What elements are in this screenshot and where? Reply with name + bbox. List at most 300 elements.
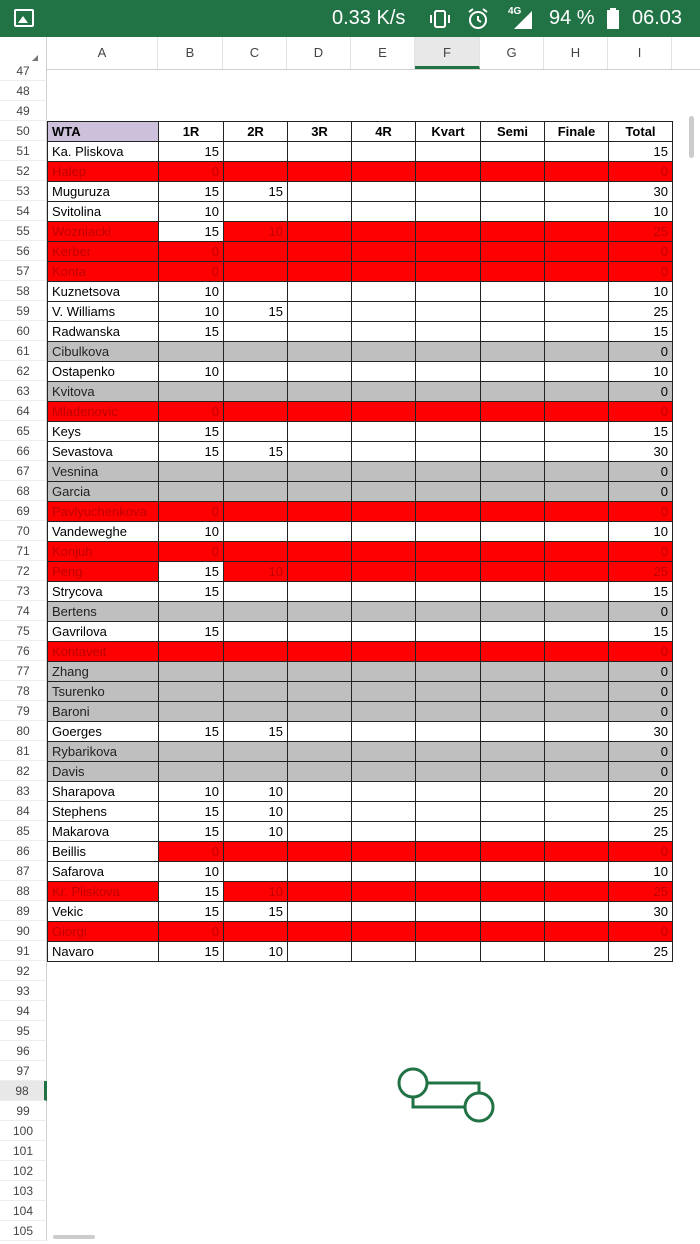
score-cell-1r[interactable]: 10 (159, 362, 224, 382)
score-cell-semi[interactable] (481, 402, 545, 422)
column-header-c[interactable]: C (223, 37, 287, 69)
player-name-cell[interactable]: Keys (48, 422, 159, 442)
score-cell-3r[interactable] (288, 322, 352, 342)
score-cell-3r[interactable] (288, 242, 352, 262)
player-name-cell[interactable]: Svitolina (48, 202, 159, 222)
score-cell-4r[interactable] (352, 842, 416, 862)
column-header-d[interactable]: D (287, 37, 351, 69)
score-cell-1r[interactable] (159, 682, 224, 702)
score-cell-3r[interactable] (288, 842, 352, 862)
score-cell-2r[interactable] (224, 862, 288, 882)
player-name-cell[interactable]: Garcia (48, 482, 159, 502)
score-cell-3r[interactable] (288, 602, 352, 622)
score-cell-1r[interactable]: 15 (159, 442, 224, 462)
row-header-83[interactable]: 83 (0, 781, 47, 801)
score-cell-1r[interactable]: 15 (159, 422, 224, 442)
column-header-e[interactable]: E (351, 37, 415, 69)
score-cell-3r[interactable] (288, 442, 352, 462)
player-name-cell[interactable]: Cibulkova (48, 342, 159, 362)
score-cell-semi[interactable] (481, 702, 545, 722)
score-cell-total[interactable]: 10 (609, 282, 673, 302)
score-cell-3r[interactable] (288, 742, 352, 762)
score-cell-1r[interactable]: 0 (159, 242, 224, 262)
row-header-57[interactable]: 57 (0, 261, 47, 281)
score-cell-semi[interactable] (481, 322, 545, 342)
score-cell-semi[interactable] (481, 342, 545, 362)
player-name-cell[interactable]: Vandeweghe (48, 522, 159, 542)
score-cell-1r[interactable]: 15 (159, 622, 224, 642)
score-cell-3r[interactable] (288, 722, 352, 742)
row-header-61[interactable]: 61 (0, 341, 47, 361)
score-cell-2r[interactable]: 10 (224, 562, 288, 582)
header-cell-1r[interactable]: 1R (159, 122, 224, 142)
score-cell-total[interactable]: 25 (609, 802, 673, 822)
score-cell-kvart[interactable] (416, 282, 481, 302)
score-cell-1r[interactable]: 0 (159, 922, 224, 942)
header-cell-3r[interactable]: 3R (288, 122, 352, 142)
score-cell-finale[interactable] (545, 262, 609, 282)
player-name-cell[interactable]: Stephens (48, 802, 159, 822)
row-header-60[interactable]: 60 (0, 321, 47, 341)
row-header-53[interactable]: 53 (0, 181, 47, 201)
score-cell-total[interactable]: 15 (609, 142, 673, 162)
score-cell-4r[interactable] (352, 542, 416, 562)
player-name-cell[interactable]: Radwanska (48, 322, 159, 342)
score-cell-semi[interactable] (481, 382, 545, 402)
score-cell-kvart[interactable] (416, 482, 481, 502)
score-cell-semi[interactable] (481, 142, 545, 162)
row-header-68[interactable]: 68 (0, 481, 47, 501)
score-cell-3r[interactable] (288, 902, 352, 922)
score-cell-kvart[interactable] (416, 782, 481, 802)
score-cell-kvart[interactable] (416, 722, 481, 742)
score-cell-kvart[interactable] (416, 882, 481, 902)
score-cell-semi[interactable] (481, 542, 545, 562)
score-cell-3r[interactable] (288, 342, 352, 362)
score-cell-finale[interactable] (545, 182, 609, 202)
score-cell-3r[interactable] (288, 202, 352, 222)
score-cell-semi[interactable] (481, 922, 545, 942)
row-header-49[interactable]: 49 (0, 101, 47, 121)
player-name-cell[interactable]: Ostapenko (48, 362, 159, 382)
score-cell-semi[interactable] (481, 662, 545, 682)
score-cell-4r[interactable] (352, 482, 416, 502)
score-cell-3r[interactable] (288, 702, 352, 722)
score-cell-2r[interactable]: 15 (224, 182, 288, 202)
score-cell-1r[interactable]: 15 (159, 722, 224, 742)
row-header-78[interactable]: 78 (0, 681, 47, 701)
row-header-98[interactable]: 98 (0, 1081, 47, 1101)
player-name-cell[interactable]: Giorgi (48, 922, 159, 942)
score-cell-1r[interactable]: 15 (159, 562, 224, 582)
score-cell-semi[interactable] (481, 202, 545, 222)
score-cell-kvart[interactable] (416, 382, 481, 402)
score-cell-3r[interactable] (288, 502, 352, 522)
score-cell-finale[interactable] (545, 762, 609, 782)
score-cell-semi[interactable] (481, 422, 545, 442)
row-header-93[interactable]: 93 (0, 981, 47, 1001)
score-cell-total[interactable]: 0 (609, 922, 673, 942)
score-cell-4r[interactable] (352, 862, 416, 882)
score-cell-semi[interactable] (481, 282, 545, 302)
score-cell-kvart[interactable] (416, 462, 481, 482)
score-cell-1r[interactable]: 10 (159, 782, 224, 802)
player-name-cell[interactable]: Kontaveit (48, 642, 159, 662)
score-cell-semi[interactable] (481, 362, 545, 382)
score-cell-4r[interactable] (352, 222, 416, 242)
score-cell-2r[interactable]: 15 (224, 722, 288, 742)
score-cell-semi[interactable] (481, 162, 545, 182)
score-cell-2r[interactable]: 15 (224, 902, 288, 922)
score-cell-finale[interactable] (545, 222, 609, 242)
score-cell-total[interactable]: 30 (609, 722, 673, 742)
score-cell-semi[interactable] (481, 742, 545, 762)
score-cell-4r[interactable] (352, 802, 416, 822)
score-cell-4r[interactable] (352, 202, 416, 222)
score-cell-4r[interactable] (352, 642, 416, 662)
row-header-48[interactable]: 48 (0, 81, 47, 101)
score-cell-total[interactable]: 10 (609, 862, 673, 882)
score-cell-2r[interactable]: 15 (224, 442, 288, 462)
score-cell-3r[interactable] (288, 362, 352, 382)
score-cell-4r[interactable] (352, 782, 416, 802)
row-header-85[interactable]: 85 (0, 821, 47, 841)
score-cell-finale[interactable] (545, 422, 609, 442)
score-cell-finale[interactable] (545, 242, 609, 262)
horizontal-scrollbar[interactable] (53, 1235, 95, 1239)
player-name-cell[interactable]: V. Williams (48, 302, 159, 322)
row-header-95[interactable]: 95 (0, 1021, 47, 1041)
score-cell-semi[interactable] (481, 762, 545, 782)
score-cell-semi[interactable] (481, 522, 545, 542)
score-cell-2r[interactable]: 10 (224, 222, 288, 242)
row-header-81[interactable]: 81 (0, 741, 47, 761)
player-name-cell[interactable]: Mladenovic (48, 402, 159, 422)
score-cell-total[interactable]: 20 (609, 782, 673, 802)
score-cell-2r[interactable] (224, 382, 288, 402)
score-cell-semi[interactable] (481, 302, 545, 322)
score-cell-total[interactable]: 0 (609, 702, 673, 722)
score-cell-finale[interactable] (545, 702, 609, 722)
player-name-cell[interactable]: Kerber (48, 242, 159, 262)
player-name-cell[interactable]: Davis (48, 762, 159, 782)
score-cell-3r[interactable] (288, 542, 352, 562)
score-cell-3r[interactable] (288, 282, 352, 302)
score-cell-1r[interactable]: 15 (159, 822, 224, 842)
row-header-77[interactable]: 77 (0, 661, 47, 681)
player-name-cell[interactable]: Muguruza (48, 182, 159, 202)
score-cell-kvart[interactable] (416, 242, 481, 262)
score-cell-kvart[interactable] (416, 642, 481, 662)
column-header-i[interactable]: I (608, 37, 672, 69)
row-header-91[interactable]: 91 (0, 941, 47, 961)
score-cell-4r[interactable] (352, 882, 416, 902)
score-cell-finale[interactable] (545, 382, 609, 402)
score-cell-semi[interactable] (481, 822, 545, 842)
score-cell-finale[interactable] (545, 582, 609, 602)
score-cell-finale[interactable] (545, 282, 609, 302)
score-cell-3r[interactable] (288, 402, 352, 422)
player-name-cell[interactable]: Ka. Pliskova (48, 142, 159, 162)
score-cell-4r[interactable] (352, 702, 416, 722)
score-cell-1r[interactable]: 0 (159, 402, 224, 422)
header-cell-4r[interactable]: 4R (352, 122, 416, 142)
score-cell-kvart[interactable] (416, 862, 481, 882)
score-cell-4r[interactable] (352, 502, 416, 522)
row-header-72[interactable]: 72 (0, 561, 47, 581)
score-cell-total[interactable]: 0 (609, 242, 673, 262)
score-cell-2r[interactable] (224, 582, 288, 602)
score-cell-total[interactable]: 0 (609, 382, 673, 402)
player-name-cell[interactable]: Kr. Pliskova (48, 882, 159, 902)
score-cell-2r[interactable] (224, 642, 288, 662)
score-cell-2r[interactable] (224, 682, 288, 702)
player-name-cell[interactable]: Bertens (48, 602, 159, 622)
score-cell-kvart[interactable] (416, 922, 481, 942)
player-name-cell[interactable]: Safarova (48, 862, 159, 882)
score-cell-4r[interactable] (352, 662, 416, 682)
score-cell-total[interactable]: 25 (609, 562, 673, 582)
score-cell-1r[interactable]: 10 (159, 202, 224, 222)
player-name-cell[interactable]: Beillis (48, 842, 159, 862)
score-cell-2r[interactable]: 10 (224, 782, 288, 802)
score-cell-1r[interactable]: 15 (159, 182, 224, 202)
score-cell-total[interactable]: 15 (609, 322, 673, 342)
score-cell-4r[interactable] (352, 282, 416, 302)
score-cell-finale[interactable] (545, 842, 609, 862)
header-cell-semi[interactable]: Semi (481, 122, 545, 142)
score-cell-finale[interactable] (545, 882, 609, 902)
score-cell-4r[interactable] (352, 602, 416, 622)
score-cell-finale[interactable] (545, 522, 609, 542)
score-cell-1r[interactable] (159, 602, 224, 622)
player-name-cell[interactable]: Peng (48, 562, 159, 582)
score-cell-kvart[interactable] (416, 702, 481, 722)
row-header-101[interactable]: 101 (0, 1141, 47, 1161)
score-cell-kvart[interactable] (416, 302, 481, 322)
score-cell-3r[interactable] (288, 942, 352, 962)
header-cell-wta[interactable]: WTA (48, 122, 159, 142)
score-cell-2r[interactable] (224, 282, 288, 302)
score-cell-3r[interactable] (288, 762, 352, 782)
score-cell-kvart[interactable] (416, 402, 481, 422)
score-cell-total[interactable]: 10 (609, 362, 673, 382)
row-header-62[interactable]: 62 (0, 361, 47, 381)
score-cell-finale[interactable] (545, 662, 609, 682)
row-header-80[interactable]: 80 (0, 721, 47, 741)
score-cell-3r[interactable] (288, 422, 352, 442)
score-cell-finale[interactable] (545, 562, 609, 582)
score-cell-4r[interactable] (352, 302, 416, 322)
score-cell-total[interactable]: 15 (609, 422, 673, 442)
score-cell-1r[interactable] (159, 642, 224, 662)
row-header-52[interactable]: 52 (0, 161, 47, 181)
score-cell-4r[interactable] (352, 682, 416, 702)
score-cell-kvart[interactable] (416, 902, 481, 922)
score-cell-total[interactable]: 0 (609, 742, 673, 762)
score-cell-semi[interactable] (481, 482, 545, 502)
score-cell-finale[interactable] (545, 942, 609, 962)
score-cell-2r[interactable] (224, 202, 288, 222)
score-cell-3r[interactable] (288, 222, 352, 242)
score-cell-2r[interactable] (224, 602, 288, 622)
row-header-59[interactable]: 59 (0, 301, 47, 321)
score-cell-finale[interactable] (545, 322, 609, 342)
score-cell-finale[interactable] (545, 202, 609, 222)
row-header-70[interactable]: 70 (0, 521, 47, 541)
score-cell-semi[interactable] (481, 562, 545, 582)
score-cell-total[interactable]: 25 (609, 222, 673, 242)
score-cell-semi[interactable] (481, 462, 545, 482)
score-cell-finale[interactable] (545, 822, 609, 842)
score-cell-finale[interactable] (545, 442, 609, 462)
score-cell-1r[interactable]: 15 (159, 142, 224, 162)
player-name-cell[interactable]: Kvitova (48, 382, 159, 402)
score-cell-2r[interactable] (224, 242, 288, 262)
score-cell-kvart[interactable] (416, 522, 481, 542)
score-cell-3r[interactable] (288, 302, 352, 322)
score-cell-kvart[interactable] (416, 582, 481, 602)
score-cell-4r[interactable] (352, 342, 416, 362)
player-name-cell[interactable]: Tsurenko (48, 682, 159, 702)
score-cell-kvart[interactable] (416, 142, 481, 162)
row-header-92[interactable]: 92 (0, 961, 47, 981)
player-name-cell[interactable]: Strycova (48, 582, 159, 602)
score-cell-finale[interactable] (545, 862, 609, 882)
score-cell-kvart[interactable] (416, 762, 481, 782)
score-cell-3r[interactable] (288, 522, 352, 542)
score-cell-semi[interactable] (481, 262, 545, 282)
score-cell-3r[interactable] (288, 162, 352, 182)
score-cell-kvart[interactable] (416, 942, 481, 962)
row-header-90[interactable]: 90 (0, 921, 47, 941)
score-cell-finale[interactable] (545, 742, 609, 762)
score-cell-4r[interactable] (352, 462, 416, 482)
score-cell-total[interactable]: 15 (609, 622, 673, 642)
score-cell-kvart[interactable] (416, 182, 481, 202)
score-cell-2r[interactable]: 15 (224, 302, 288, 322)
score-cell-4r[interactable] (352, 402, 416, 422)
score-cell-2r[interactable] (224, 502, 288, 522)
score-cell-finale[interactable] (545, 682, 609, 702)
score-cell-1r[interactable]: 0 (159, 262, 224, 282)
score-cell-kvart[interactable] (416, 442, 481, 462)
score-cell-total[interactable]: 0 (609, 342, 673, 362)
score-cell-3r[interactable] (288, 642, 352, 662)
score-cell-2r[interactable] (224, 702, 288, 722)
score-cell-finale[interactable] (545, 642, 609, 662)
score-cell-2r[interactable]: 10 (224, 822, 288, 842)
score-cell-4r[interactable] (352, 822, 416, 842)
score-cell-kvart[interactable] (416, 602, 481, 622)
score-cell-total[interactable]: 0 (609, 162, 673, 182)
score-cell-3r[interactable] (288, 482, 352, 502)
score-cell-total[interactable]: 0 (609, 662, 673, 682)
row-header-56[interactable]: 56 (0, 241, 47, 261)
score-cell-finale[interactable] (545, 602, 609, 622)
score-cell-3r[interactable] (288, 582, 352, 602)
column-header-h[interactable]: H (544, 37, 608, 69)
score-cell-finale[interactable] (545, 302, 609, 322)
score-cell-2r[interactable] (224, 762, 288, 782)
score-cell-4r[interactable] (352, 742, 416, 762)
score-cell-3r[interactable] (288, 622, 352, 642)
score-cell-total[interactable]: 30 (609, 902, 673, 922)
score-cell-2r[interactable]: 10 (224, 882, 288, 902)
score-cell-semi[interactable] (481, 222, 545, 242)
row-header-64[interactable]: 64 (0, 401, 47, 421)
score-cell-total[interactable]: 0 (609, 502, 673, 522)
header-cell-finale[interactable]: Finale (545, 122, 609, 142)
row-header-86[interactable]: 86 (0, 841, 47, 861)
row-header-58[interactable]: 58 (0, 281, 47, 301)
score-cell-3r[interactable] (288, 822, 352, 842)
score-cell-kvart[interactable] (416, 682, 481, 702)
score-cell-total[interactable]: 0 (609, 402, 673, 422)
player-name-cell[interactable]: Konta (48, 262, 159, 282)
score-cell-1r[interactable]: 15 (159, 802, 224, 822)
score-cell-1r[interactable]: 15 (159, 322, 224, 342)
score-cell-semi[interactable] (481, 502, 545, 522)
score-cell-4r[interactable] (352, 522, 416, 542)
row-header-82[interactable]: 82 (0, 761, 47, 781)
score-cell-4r[interactable] (352, 902, 416, 922)
score-cell-total[interactable]: 25 (609, 882, 673, 902)
score-cell-1r[interactable]: 0 (159, 502, 224, 522)
score-cell-2r[interactable]: 10 (224, 942, 288, 962)
score-cell-kvart[interactable] (416, 222, 481, 242)
score-cell-kvart[interactable] (416, 422, 481, 442)
score-cell-semi[interactable] (481, 802, 545, 822)
player-name-cell[interactable]: Konjuh (48, 542, 159, 562)
score-cell-4r[interactable] (352, 562, 416, 582)
score-cell-kvart[interactable] (416, 162, 481, 182)
score-cell-2r[interactable] (224, 542, 288, 562)
row-header-96[interactable]: 96 (0, 1041, 47, 1061)
row-header-94[interactable]: 94 (0, 1001, 47, 1021)
player-name-cell[interactable]: Halep (48, 162, 159, 182)
score-cell-finale[interactable] (545, 902, 609, 922)
row-header-63[interactable]: 63 (0, 381, 47, 401)
score-cell-3r[interactable] (288, 862, 352, 882)
score-cell-semi[interactable] (481, 442, 545, 462)
row-header-50[interactable]: 50 (0, 121, 47, 141)
score-cell-4r[interactable] (352, 762, 416, 782)
player-name-cell[interactable]: Kuznetsova (48, 282, 159, 302)
score-cell-finale[interactable] (545, 542, 609, 562)
score-cell-1r[interactable]: 15 (159, 582, 224, 602)
score-cell-semi[interactable] (481, 642, 545, 662)
score-cell-semi[interactable] (481, 582, 545, 602)
row-header-84[interactable]: 84 (0, 801, 47, 821)
score-cell-kvart[interactable] (416, 202, 481, 222)
row-header-55[interactable]: 55 (0, 221, 47, 241)
row-header-65[interactable]: 65 (0, 421, 47, 441)
column-header-f[interactable]: F (415, 37, 480, 69)
score-cell-finale[interactable] (545, 342, 609, 362)
row-header-79[interactable]: 79 (0, 701, 47, 721)
score-cell-kvart[interactable] (416, 842, 481, 862)
score-cell-2r[interactable] (224, 402, 288, 422)
score-cell-kvart[interactable] (416, 822, 481, 842)
score-cell-finale[interactable] (545, 142, 609, 162)
cell-selection-handles-icon[interactable] (396, 1066, 500, 1124)
score-cell-finale[interactable] (545, 162, 609, 182)
score-cell-1r[interactable]: 15 (159, 882, 224, 902)
player-name-cell[interactable]: Vesnina (48, 462, 159, 482)
score-cell-3r[interactable] (288, 682, 352, 702)
player-name-cell[interactable]: Wozniacki (48, 222, 159, 242)
